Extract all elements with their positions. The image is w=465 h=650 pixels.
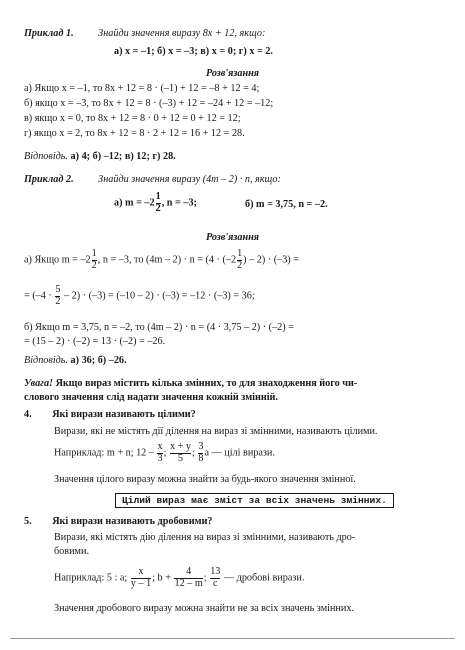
fraction: [92, 249, 97, 271]
example-2-answer: [24, 354, 127, 367]
q5-example: Наприклад: 5 : a; $\frac{x}{y - 1}$ ; b + $\frac{4}{12 - m}$ ; $\frac{13}{c}$ — дробові вирази.: [54, 566, 305, 589]
fraction-num: 3: [198, 441, 204, 452]
note-label: Увага!: [24, 378, 54, 389]
q4-boxed-rule: [115, 494, 394, 507]
fraction-num: 4: [186, 566, 192, 577]
example-2-label: Приклад 2.: [24, 174, 74, 185]
fraction: [156, 192, 161, 214]
example-2-task: Знайди значення виразу (4m – 2) · n, якщо:: [98, 174, 281, 185]
fraction-den: 3: [157, 452, 163, 464]
q5-number: 5.: [24, 516, 32, 527]
fraction: [157, 442, 162, 464]
text: a — цілі вирази.: [204, 447, 275, 459]
example-1-line-a: а) Якщо x = –1, то 8x + 12 = 8 · (–1) + 12 = –8 + 12 = 4;: [24, 83, 260, 94]
example-2-line-b1: б) Якщо m = 3,75, n = –2, то (4m – 2) · n = (4 · 3,75 – 2) · (–2) =: [24, 322, 294, 333]
fraction: [131, 567, 151, 589]
q4-example: Наприклад: m + n; 12 – $\frac{x}{3}$ ; $\frac{x + y}{5}$ ; $\frac{3}{8}$ a — цілі вирази.: [54, 441, 275, 464]
note-text-1: Якщо вираз містить кілька змінних, то для знаходження його чи-: [55, 378, 358, 389]
fraction-num: x + y: [169, 441, 191, 452]
case-a-post: , n = –3;: [161, 197, 197, 209]
fraction-num: x: [138, 566, 144, 577]
q5-definition-2: бовими.: [54, 546, 89, 557]
text: — дробові вирази.: [223, 572, 305, 584]
example-1-line-c: в) якщо x = 0, то 8x + 12 = 8 · 0 + 12 = 0 + 12 = 12;: [24, 113, 241, 124]
fraction-den: 2: [155, 202, 161, 214]
example-1-solution-title: Розв'язання: [205, 68, 260, 79]
boxed-rule-text: Цілий вираз має зміст за всіх значень змінних.: [115, 493, 394, 508]
text: а) Якщо m = –2: [24, 254, 91, 266]
example-1-answer: [24, 150, 176, 163]
text: Наприклад: 5 : a;: [54, 572, 128, 584]
q4-number: 4.: [24, 409, 32, 420]
note-line-1: [24, 377, 357, 390]
fraction-den: 2: [91, 259, 97, 271]
example-2-case-b: б) m = 3,75, n = –2.: [245, 199, 328, 210]
fraction: [198, 442, 203, 464]
answer-label: Відповідь.: [24, 355, 68, 366]
fraction: [174, 567, 202, 589]
fraction: [237, 249, 242, 271]
fraction-num: 1: [155, 191, 161, 202]
answer-value: а) 4; б) –12; в) 12; г) 28.: [70, 151, 176, 162]
text: – 2) · (–3) = (–10 – 2) · (–3) = –12 · (–3) = 36;: [61, 290, 255, 302]
example-1-heading: [24, 27, 265, 40]
case-a-pre: а) m = –2: [114, 197, 155, 209]
example-2-line-b2: = (15 – 2) · (–2) = 13 · (–2) = –26.: [24, 336, 166, 347]
fraction-den: y – 1: [130, 577, 152, 589]
example-1-line-b: б) якщо x = –3, то 8x + 12 = 8 · (–3) + 12 = –24 + 12 = –12;: [24, 98, 274, 109]
text: b +: [157, 572, 171, 584]
q5-heading: [24, 515, 213, 528]
q4-heading: [24, 408, 196, 421]
answer-label: Відповідь.: [24, 151, 68, 162]
text: , n = –3, то (4m – 2) · n = (4 · (–2: [97, 254, 237, 266]
answer-value: а) 36; б) –26.: [70, 355, 127, 366]
fraction-num: 13: [210, 566, 221, 577]
example-2-line-a1: [24, 249, 299, 271]
fraction-den: 5: [170, 453, 191, 465]
fraction: [210, 567, 220, 589]
example-1-task: Знайди значення виразу 8x + 12, якщо:: [98, 28, 266, 39]
fraction-den: 2: [55, 295, 61, 307]
note-line-2: слового значення слід надати значення кожній змінній.: [24, 392, 278, 403]
example-1-line-d: г) якщо x = 2, то 8x + 12 = 8 · 2 + 12 = 16 + 12 = 28.: [24, 128, 245, 139]
q4-definition: Вирази, які не містять дії ділення на вираз зі змінними, називають цілими.: [54, 426, 378, 437]
page-bottom-rule: [10, 638, 455, 639]
example-2-heading: [24, 173, 281, 186]
q5-statement: Значення дробового виразу можна знайти не за всіх значень змінних.: [54, 603, 354, 614]
fraction-num: 5: [55, 284, 61, 295]
text: ) – 2) · (–3) =: [243, 254, 299, 266]
example-2-line-a2: [24, 285, 255, 307]
fraction: [170, 442, 191, 464]
fraction-num: x: [157, 441, 163, 452]
example-2-solution-title: Розв'язання: [205, 232, 260, 243]
q4-question: Які вирази називають цілими?: [52, 409, 196, 420]
example-1-cases: а) x = –1; б) x = –3; в) x = 0; г) x = 2.: [114, 46, 273, 57]
q4-statement: Значення цілого виразу можна знайти за будь-якого значення змінної.: [54, 474, 356, 485]
fraction-den: 2: [237, 259, 243, 271]
fraction-num: 1: [91, 248, 97, 259]
q5-definition-1: Вирази, які містять дію ділення на вираз зі змінними, називають дро-: [54, 532, 356, 543]
text: = (–4 ·: [24, 290, 55, 302]
example-1-label: Приклад 1.: [24, 28, 74, 39]
fraction-num: 1: [237, 248, 243, 259]
fraction: [55, 285, 60, 307]
q5-question: Які вирази називають дробовими?: [52, 516, 213, 527]
fraction-den: c: [210, 578, 220, 590]
fraction-den: 8: [198, 452, 204, 464]
text: Наприклад: m + n; 12 –: [54, 447, 154, 459]
example-2-case-a: [114, 192, 197, 214]
fraction-den: 12 – m: [174, 577, 203, 589]
